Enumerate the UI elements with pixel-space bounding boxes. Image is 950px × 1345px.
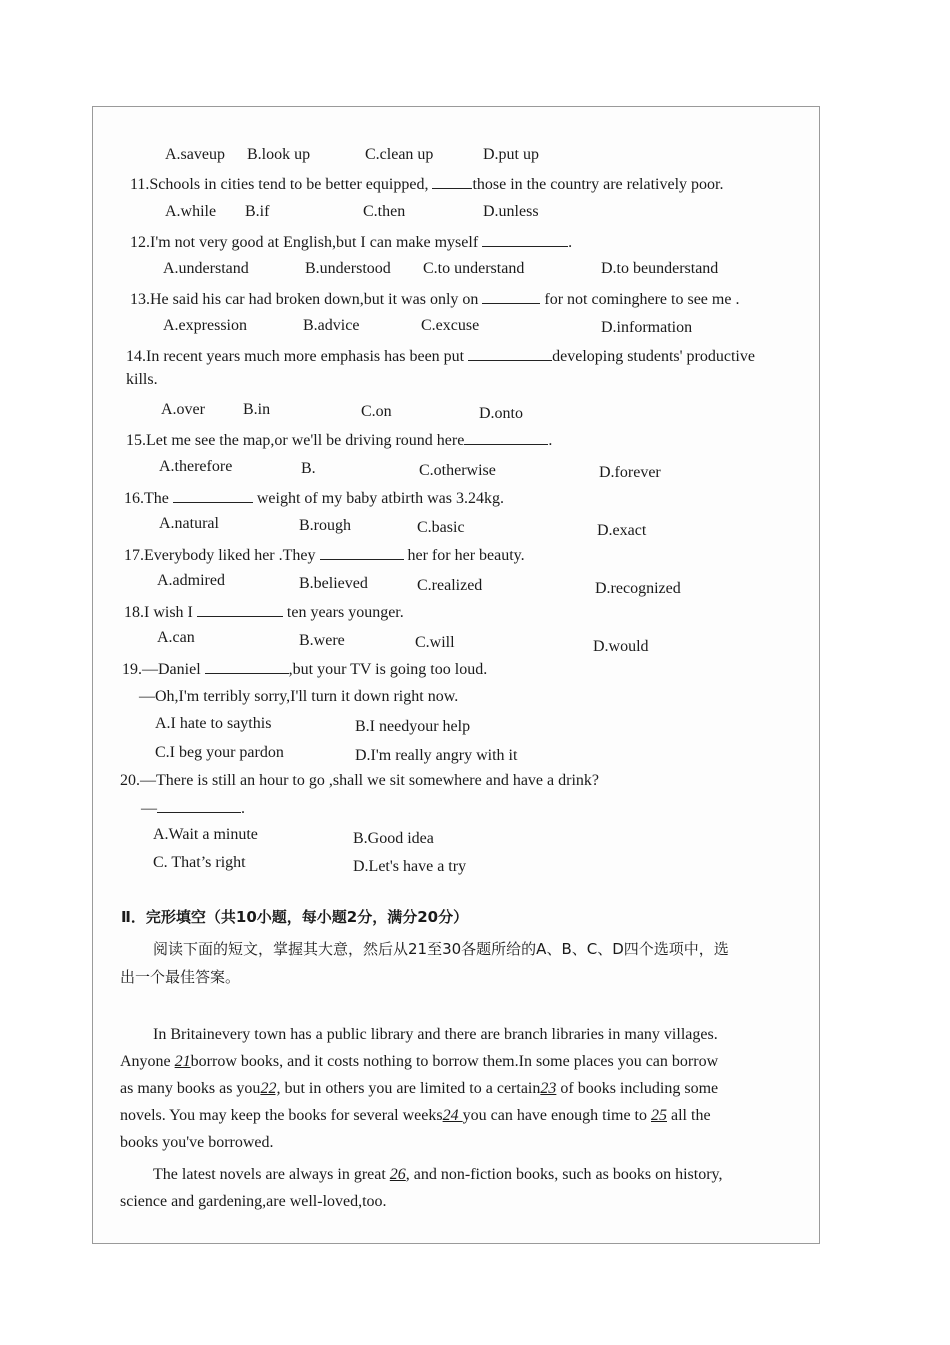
option-17-b: B.believed — [299, 575, 368, 592]
question-19-stem: 19.—Daniel ,but your TV is going too loud. — [122, 658, 487, 680]
option-13-c: C.excuse — [421, 317, 480, 334]
answer-blank — [468, 345, 552, 361]
option-15-a: A.therefore — [159, 458, 233, 475]
question-20-stem: 20.—There is still an hour to go ,shall we sit somewhere and have a drink? — [120, 772, 599, 789]
option-20-a: A.Wait a minute — [153, 826, 258, 843]
question-19-reply: —Oh,I'm terribly sorry,I'll turn it down right now. — [139, 688, 459, 705]
answer-blank — [464, 429, 548, 445]
option-19-a: A.I hate to saythis — [155, 715, 272, 732]
option-14-c: C.on — [361, 403, 392, 420]
option-20-d: D.Let's have a try — [353, 858, 467, 875]
option-17-d: D.recognized — [595, 580, 681, 597]
passage-line: In Britainevery town has a public library and there are branch libraries in many villages. — [153, 1026, 718, 1043]
option-12-d: D.to beunderstand — [601, 260, 719, 277]
option-10-d: D.put up — [483, 146, 539, 163]
option-11-d: D.unless — [483, 203, 539, 220]
answer-blank — [482, 231, 568, 247]
question-12-stem: 12.I'm not very good at English,but I can make myself . — [130, 231, 572, 253]
option-14-b: B.in — [243, 401, 271, 418]
option-17-c: C.realized — [417, 577, 483, 594]
section-2-title: Ⅱ．完形填空（共10小题，每小题2分，满分20分） — [121, 908, 469, 926]
exam-page — [92, 106, 820, 1244]
option-15-b: B. — [301, 460, 316, 477]
question-11-stem: 11.Schools in cities tend to be better equipped, those in the country are relatively poor. — [130, 173, 723, 195]
option-18-b: B.were — [299, 632, 345, 649]
option-19-d: D.I'm really angry with it — [355, 747, 518, 764]
section-2-instruction: 阅读下面的短文，掌握其大意，然后从21至30各题所给的A、B、C、D四个选项中，选 — [153, 940, 729, 958]
option-10-c: C.clean up — [365, 146, 434, 163]
option-12-b: B.understood — [305, 260, 391, 277]
answer-blank — [173, 487, 253, 503]
option-13-a: A.expression — [163, 317, 247, 334]
option-20-b: B.Good idea — [353, 830, 434, 847]
option-11-a: A.while — [165, 203, 217, 220]
option-15-c: C.otherwise — [419, 462, 496, 479]
blank-23: 23 — [540, 1080, 557, 1097]
passage-line: novels. You may keep the books for several weeks24 you can have enough time to 25 all the — [120, 1107, 711, 1124]
option-14-d: D.onto — [479, 405, 523, 422]
blank-25: 25 — [651, 1107, 667, 1124]
answer-blank — [157, 797, 241, 813]
blank-21: 21 — [174, 1053, 191, 1070]
answer-blank — [320, 544, 404, 560]
answer-blank — [432, 173, 472, 189]
section-2-instruction-cont: 出一个最佳答案。 — [120, 968, 241, 986]
passage-line: Anyone 21borrow books, and it costs nothing to borrow them.In some places you can borrow — [120, 1053, 719, 1070]
option-17-a: A.admired — [157, 572, 225, 589]
question-16-stem: 16.The weight of my baby atbirth was 3.24kg. — [124, 487, 504, 509]
option-14-a: A.over — [161, 401, 205, 418]
option-16-d: D.exact — [597, 522, 647, 539]
passage-line: science and gardening,are well-loved,too. — [120, 1193, 387, 1210]
question-20-reply: — . — [141, 797, 245, 819]
question-13-stem: 13.He said his car had broken down,but it was only on for not cominghere to see me . — [130, 288, 739, 310]
question-18-stem: 18.I wish I ten years younger. — [124, 601, 404, 623]
option-20-c: C. That’s right — [153, 854, 246, 871]
option-15-d: D.forever — [599, 464, 661, 481]
option-12-c: C.to understand — [423, 260, 525, 277]
answer-blank — [205, 658, 289, 674]
option-13-d: D.information — [601, 319, 693, 336]
question-15-stem: 15.Let me see the map,or we'll be driving round here . — [126, 429, 552, 451]
option-18-d: D.would — [593, 638, 649, 655]
blank-24: 24 — [442, 1107, 463, 1124]
option-11-b: B.if — [245, 203, 270, 220]
blank-22: 22, — [260, 1080, 281, 1097]
question-14-stem-cont: kills. — [126, 371, 158, 388]
answer-blank — [197, 601, 283, 617]
passage-line: The latest novels are always in great 26, and non-fiction books, such as books on history, — [153, 1166, 723, 1183]
option-11-c: C.then — [363, 203, 406, 220]
passage-line: books you've borrowed. — [120, 1134, 274, 1151]
option-16-a: A.natural — [159, 515, 219, 532]
option-13-b: B.advice — [303, 317, 360, 334]
option-12-a: A.understand — [163, 260, 249, 277]
option-10-b: B.look up — [247, 146, 311, 163]
option-16-c: C.basic — [417, 519, 465, 536]
option-18-c: C.will — [415, 634, 455, 651]
option-19-b: B.I needyour help — [355, 718, 471, 735]
option-16-b: B.rough — [299, 517, 351, 534]
blank-26: 26 — [389, 1166, 406, 1183]
option-19-c: C.I beg your pardon — [155, 744, 284, 761]
passage-line: as many books as you22, but in others you are limited to a certain23 of books including some — [120, 1080, 719, 1097]
question-14-stem: 14.In recent years much more emphasis has been put developing students' productive — [126, 345, 755, 367]
option-10-a: A.saveup — [165, 146, 225, 163]
option-18-a: A.can — [157, 629, 195, 646]
answer-blank — [482, 288, 540, 304]
question-17-stem: 17.Everybody liked her .They her for her beauty. — [124, 544, 525, 566]
